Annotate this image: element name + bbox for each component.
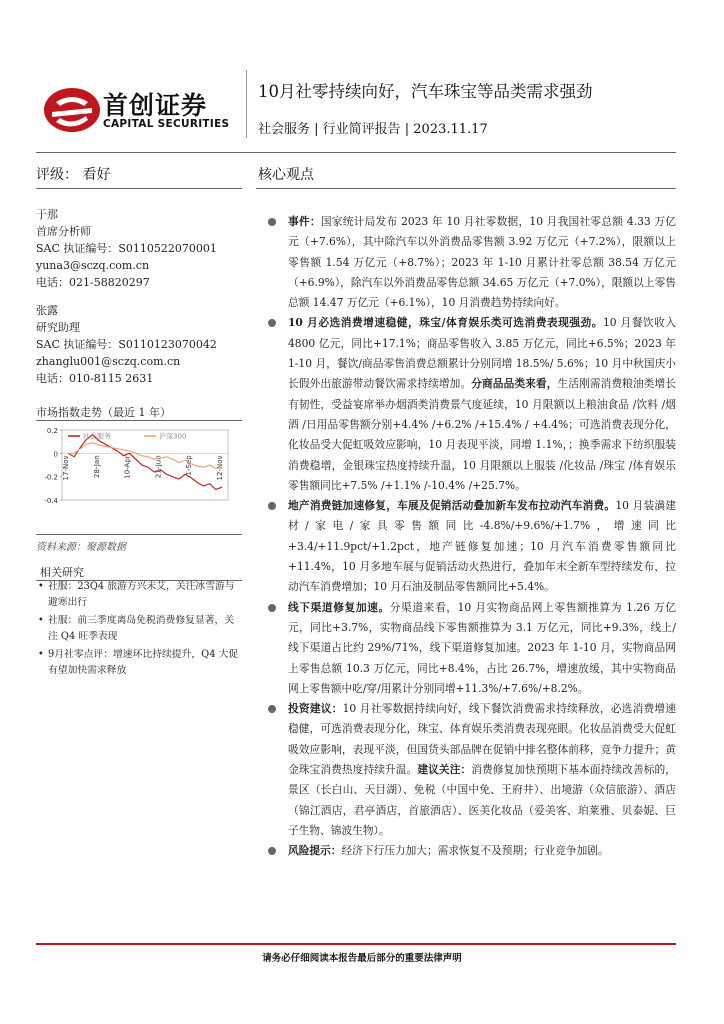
bullet-icon xyxy=(268,604,276,612)
x-tick-label: 1-Sep xyxy=(185,455,194,476)
header-divider xyxy=(246,70,247,138)
report-title: 10月社零持续向好，汽车珠宝等品类需求强劲 xyxy=(258,82,593,101)
bullet-icon xyxy=(268,218,276,226)
y-tick-label: -0.4 xyxy=(44,497,58,505)
brand-name-cn: 首创证券 xyxy=(103,91,208,120)
analyst-name: 张露 xyxy=(36,304,58,317)
point-paragraph: 风险提示：经济下行压力加大；需求恢复不及预期；行业竞争加剧。 xyxy=(264,841,676,861)
related-item[interactable]: • 社服：23Q4 旅游方兴未艾，关注冰雪游与避寒出行 xyxy=(38,581,235,608)
y-tick-label: -0.2 xyxy=(44,473,58,482)
x-tick-label: 28-Jan xyxy=(92,455,101,478)
analyst-phone: 电话：010-8115 2631 xyxy=(36,372,154,385)
bullet-icon: • xyxy=(38,581,44,592)
bullet-icon: • xyxy=(38,615,44,626)
point-paragraph: 投资建议：10 月社零数据持续向好，线下餐饮消费需求持续释放，必选消费增速稳健，可选消费表现分化，珠宝、体育娱乐类消费表现亮眼。化妆品消费受大促虹吸效应影响，表现平淡，但国货头部品牌在促销中排名整体前移，竞争力提升；黄金珠宝消费热度持续升温。建议关注：消费修复加快预期下基本面持续改善标的，景区（长白山、天目湖）、免税（中国中免、王府井）、出境游（众信旅游）、酒店（锦江酒店，君亭酒店，首旅酒店）、医美化妆品（爱美客、珀莱雅、贝泰妮、巨子生物、锦波生物）。 xyxy=(264,699,676,841)
analyst-role: 首席分析师 xyxy=(36,225,91,238)
analyst-sac: SAC 执证编号：S0110522070001 xyxy=(36,242,217,255)
analyst-name: 于那 xyxy=(36,208,58,221)
analyst-role: 研究助理 xyxy=(36,321,80,334)
plot-frame xyxy=(62,430,228,500)
analyst-email: yuna3@sczq.com.cn xyxy=(36,259,150,272)
y-tick-label: 0.2 xyxy=(46,427,58,435)
bullet-icon xyxy=(268,847,276,855)
chart-bottom-rule xyxy=(36,534,242,535)
header-rule xyxy=(36,152,676,153)
rating-label: 评级： 看好 xyxy=(36,167,111,183)
bullet-icon: • xyxy=(38,649,44,660)
related-research-list xyxy=(36,579,241,681)
x-tick-label: 10-Apr xyxy=(123,455,132,479)
market-index-chart xyxy=(36,422,236,532)
legend-label: 沪深300 xyxy=(159,432,187,441)
analyst-phone: 电话：021-58820297 xyxy=(36,276,150,289)
chart-title: 市场指数走势（最近 1 年） xyxy=(36,406,171,419)
core-points xyxy=(264,212,676,862)
point-paragraph: 事件：国家统计局发布 2023 年 10 月社零数据，10 月我国社零总额 4.33 万亿元（+7.6%），其中除汽车以外消费品零售额 3.92 万亿元（+7.2%），限额以上零售额 1.54 万亿元（+8.7%）；2023 年 1-10 月累计社零总额 38.54 万亿元（+6.9%），除汽车以外消费品零售总额 34.65 万亿元（+7.0%），限额以上零售总额 14.47 万亿元（+6.1%），10 月消费趋势持续向好。 xyxy=(264,212,676,313)
brand-name-en: CAPITAL SECURITIES xyxy=(103,118,230,130)
chart-title-rule xyxy=(36,420,242,421)
rating-rule xyxy=(36,188,242,189)
analyst-card xyxy=(36,302,217,387)
analyst-card xyxy=(36,206,217,291)
series-line xyxy=(68,443,222,469)
related-item[interactable]: • 9月社零点评：增速环比持续提升，Q4 大促有望加快需求释放 xyxy=(38,649,239,676)
point-paragraph: 线下渠道修复加速。分渠道来看，10 月实物商品网上零售额推算为 1.26 万亿元，同比+3.7%，实物商品线下零售额推算为 3.1 万亿元，同比+9.3%，线上/线下渠道占比约 29%/71%，线下渠道修复加速。2023 年 1-10 月，实物商品网上零售总额 10.3 万亿元，同比+8.4%，占比 26.7%，增速放缓，其中实物商品网上零售额中吃/穿/用累计分别同增+11.3%/+7.6%/+8.2%。 xyxy=(264,598,676,699)
report-subtitle: 社会服务 | 行业简评报告 | 2023.11.17 xyxy=(258,122,488,137)
legal-disclaimer-link[interactable]: 请务必仔细阅读本报告最后部分的重要法律声明 xyxy=(262,953,462,964)
related-research-title: 相关研究 xyxy=(40,566,84,579)
x-tick-label: 12-Nov xyxy=(216,455,224,481)
chart-source: 资料来源：聚源数据 xyxy=(36,542,126,553)
core-view-title: 核心观点 xyxy=(258,167,314,183)
analyst-email: zhanglu001@sczq.com.cn xyxy=(36,355,181,368)
analyst-sac: SAC 执证编号：S0110123070042 xyxy=(36,338,217,351)
point-paragraph: 地产消费链加速修复，车展及促销活动叠加新车发布拉动汽车消费。10 月装潢建材/家电/家具零售额同比-4.8%/+9.6%/+1.7%，增速同比+3.4/+11.9pct/+1.2pct，地产链修复加速；10 月汽车消费零售额同比+11.4%，10 月多地车展与促销活动火热进行，叠加年末全新车型持续发布，拉动汽车消费增加；10 月石油及制品零售额同比+5.4%。 xyxy=(264,496,676,597)
related-item[interactable]: • 社服：前三季度离岛免税消费修复显著，关注 Q4 旺季表现 xyxy=(38,615,235,642)
bullet-icon xyxy=(268,705,276,713)
bullet-icon xyxy=(268,502,276,510)
legend-label: 社会服务 xyxy=(83,432,111,441)
bullet-icon xyxy=(268,319,276,327)
x-tick-label: 17-Nov xyxy=(62,455,70,481)
point-paragraph: 10 月必选消费增速稳健，珠宝/体育娱乐类可选消费表现强劲。10 月餐饮收入 4800 亿元，同比+17.1%；商品零售收入 3.85 万亿元，同比+6.5%；2023 年 1-10 月，餐饮/商品零售消费总额累计分别同增 18.5%/ 5.6%；10 月中秋国庆小长假外出旅游带动餐饮需求持续增加。分商品品类来看，生活刚需消费粮油类增长有韧性，受益宴席举办烟酒类消费景气度延续，10 月限额以上粮油食品 /饮料 /烟酒 /日用品零售额分别+4.4% /+6.2% /+15.4% / +4.4%；可选消费表现分化，化妆品受大促虹吸效应影响，10 月表现平淡，同增 1.1%，；换季需求下纺织服装消费稳增，金银珠宝热度持续升温，10 月限额以上服装 /化妆品 /珠宝 /体育娱乐零售额同比+7.5% /+1.1% /-10.4% /+25.7%。 xyxy=(264,313,676,496)
footer-rule xyxy=(36,943,676,945)
x-tick-label: 21-Jun xyxy=(154,455,163,479)
core-rule xyxy=(256,188,676,189)
y-tick-label: 0 xyxy=(53,450,58,459)
